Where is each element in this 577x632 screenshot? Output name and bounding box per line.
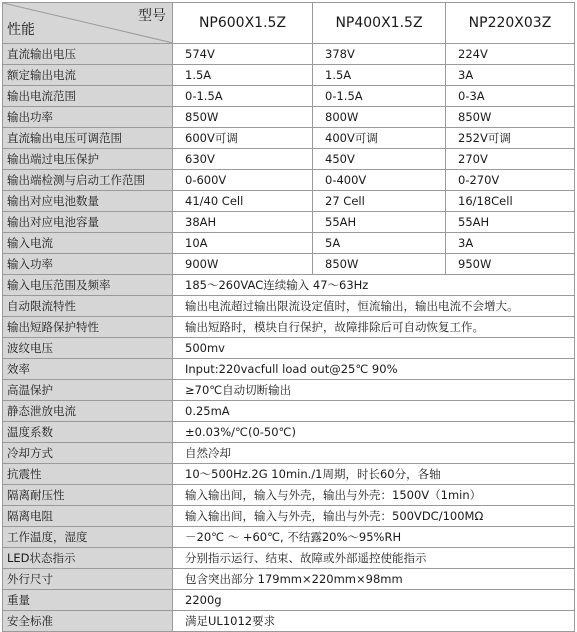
spec-label: 高温保护 — [3, 380, 173, 401]
spec-label: 输出端过电压保护 — [3, 149, 173, 170]
spec-row — [3, 233, 575, 254]
spec-row — [3, 338, 575, 359]
spec-value-model-2: 450V — [313, 149, 446, 170]
spec-label: 输出短路保护特性 — [3, 317, 173, 338]
spec-row — [3, 275, 575, 296]
spec-value-model-1: 41/40 Cell — [173, 191, 313, 212]
spec-value-shared: 输出短路时，模块自行保护，故障排除后可自动恢复工作。 — [173, 317, 575, 338]
model-header-3: NP220X03Z — [446, 3, 575, 44]
spec-value-model-3: 252V可调 — [446, 128, 575, 149]
spec-table-body — [3, 3, 575, 632]
spec-row — [3, 65, 575, 86]
spec-label: 输入电流 — [3, 233, 173, 254]
spec-value-model-1: 0-600V — [173, 170, 313, 191]
spec-row — [3, 359, 575, 380]
spec-label: 输出对应电池数量 — [3, 191, 173, 212]
spec-value-shared: 10～500Hz.2G 10min./1周期，时长60分，各轴 — [173, 464, 575, 485]
spec-label: 输入功率 — [3, 254, 173, 275]
spec-label: 输入电压范围及频率 — [3, 275, 173, 296]
spec-label: 安全标准 — [3, 611, 173, 632]
spec-label: 外行尺寸 — [3, 569, 173, 590]
corner-performance-label: 性能 — [7, 22, 35, 38]
spec-row — [3, 401, 575, 422]
spec-label: 效率 — [3, 359, 173, 380]
spec-label: 额定输出电流 — [3, 65, 173, 86]
spec-value-model-2: 5A — [313, 233, 446, 254]
spec-row — [3, 107, 575, 128]
spec-value-model-2: 850W — [313, 254, 446, 275]
model-header-1: NP600X1.5Z — [173, 3, 313, 44]
spec-row — [3, 422, 575, 443]
spec-value-model-1: 850W — [173, 107, 313, 128]
spec-label: 直流输出电压 — [3, 44, 173, 65]
spec-value-shared: 满足UL1012要求 — [173, 611, 575, 632]
spec-value-shared: －20℃ ～ +60℃, 不结露20%～95%RH — [173, 527, 575, 548]
spec-label: 静态泄放电流 — [3, 401, 173, 422]
spec-value-model-3: 3A — [446, 233, 575, 254]
spec-label: 重量 — [3, 590, 173, 611]
spec-row — [3, 44, 575, 65]
model-header-2: NP400X1.5Z — [313, 3, 446, 44]
spec-value-model-1: 1.5A — [173, 65, 313, 86]
spec-row — [3, 254, 575, 275]
spec-value-shared: ≥70℃自动切断输出 — [173, 380, 575, 401]
spec-value-shared: ±0.03%/℃(0-50℃) — [173, 422, 575, 443]
spec-row — [3, 380, 575, 401]
spec-value-model-3: 0-270V — [446, 170, 575, 191]
spec-label: 隔离电阻 — [3, 506, 173, 527]
spec-label: 输出端检测与启动工作范围 — [3, 170, 173, 191]
spec-value-model-2: 1.5A — [313, 65, 446, 86]
spec-value-shared: 185～260VAC连续输入 47～63Hz — [173, 275, 575, 296]
spec-label: 输出电流范围 — [3, 86, 173, 107]
spec-value-model-3: 224V — [446, 44, 575, 65]
spec-value-shared: 500mv — [173, 338, 575, 359]
spec-value-shared: 2200g — [173, 590, 575, 611]
spec-row — [3, 86, 575, 107]
spec-label: LED状态指示 — [3, 548, 173, 569]
spec-value-model-1: 630V — [173, 149, 313, 170]
spec-value-model-3: 850W — [446, 107, 575, 128]
spec-value-model-3: 950W — [446, 254, 575, 275]
spec-value-model-2: 0-400V — [313, 170, 446, 191]
spec-value-model-2: 0-1.5A — [313, 86, 446, 107]
spec-label: 工作温度，湿度 — [3, 527, 173, 548]
spec-label: 冷却方式 — [3, 443, 173, 464]
spec-row — [3, 191, 575, 212]
spec-value-shared: Input:220vacfull load out@25℃ 90% — [173, 359, 575, 380]
spec-value-model-2: 400V可调 — [313, 128, 446, 149]
spec-value-shared: 输入输出间，输入与外壳，输出与外壳：1500V（1min） — [173, 485, 575, 506]
spec-table — [2, 2, 575, 632]
spec-label: 直流输出电压可调范围 — [3, 128, 173, 149]
spec-value-model-3: 3A — [446, 65, 575, 86]
spec-value-model-1: 900W — [173, 254, 313, 275]
spec-row — [3, 149, 575, 170]
spec-row — [3, 590, 575, 611]
header-row — [3, 3, 575, 44]
spec-row — [3, 527, 575, 548]
spec-label: 温度系数 — [3, 422, 173, 443]
spec-row — [3, 548, 575, 569]
corner-model-label: 型号 — [138, 8, 166, 24]
spec-row — [3, 443, 575, 464]
spec-value-shared: 输出电流超过输出限流设定值时，恒流输出，输出电流不会增大。 — [173, 296, 575, 317]
spec-value-shared: 0.25mA — [173, 401, 575, 422]
spec-value-model-1: 0-1.5A — [173, 86, 313, 107]
spec-value-model-2: 378V — [313, 44, 446, 65]
spec-label: 波纹电压 — [3, 338, 173, 359]
spec-row — [3, 128, 575, 149]
spec-row — [3, 464, 575, 485]
spec-value-model-1: 38AH — [173, 212, 313, 233]
spec-value-model-3: 55AH — [446, 212, 575, 233]
spec-row — [3, 317, 575, 338]
spec-row — [3, 506, 575, 527]
corner-cell — [3, 3, 173, 44]
spec-label: 输出功率 — [3, 107, 173, 128]
spec-value-shared: 输入输出间，输入与外壳，输出与外壳：500VDC/100MΩ — [173, 506, 575, 527]
spec-value-shared: 分别指示运行、结束、故障或外部遥控使能指示 — [173, 548, 575, 569]
spec-label: 抗震性 — [3, 464, 173, 485]
spec-label: 输出对应电池容量 — [3, 212, 173, 233]
spec-value-model-1: 574V — [173, 44, 313, 65]
spec-value-model-1: 10A — [173, 233, 313, 254]
spec-row — [3, 569, 575, 590]
spec-row — [3, 212, 575, 233]
spec-row — [3, 296, 575, 317]
spec-value-model-2: 55AH — [313, 212, 446, 233]
spec-value-shared: 包含突出部分 179mm×220mm×98mm — [173, 569, 575, 590]
spec-label: 自动限流特性 — [3, 296, 173, 317]
spec-value-model-1: 600V可调 — [173, 128, 313, 149]
spec-row — [3, 170, 575, 191]
spec-row — [3, 485, 575, 506]
spec-value-shared: 自然冷却 — [173, 443, 575, 464]
spec-value-model-3: 0-3A — [446, 86, 575, 107]
spec-value-model-2: 27 Cell — [313, 191, 446, 212]
spec-value-model-3: 270V — [446, 149, 575, 170]
spec-value-model-2: 800W — [313, 107, 446, 128]
spec-row — [3, 611, 575, 632]
spec-value-model-3: 16/18Cell — [446, 191, 575, 212]
spec-label: 隔离耐压性 — [3, 485, 173, 506]
